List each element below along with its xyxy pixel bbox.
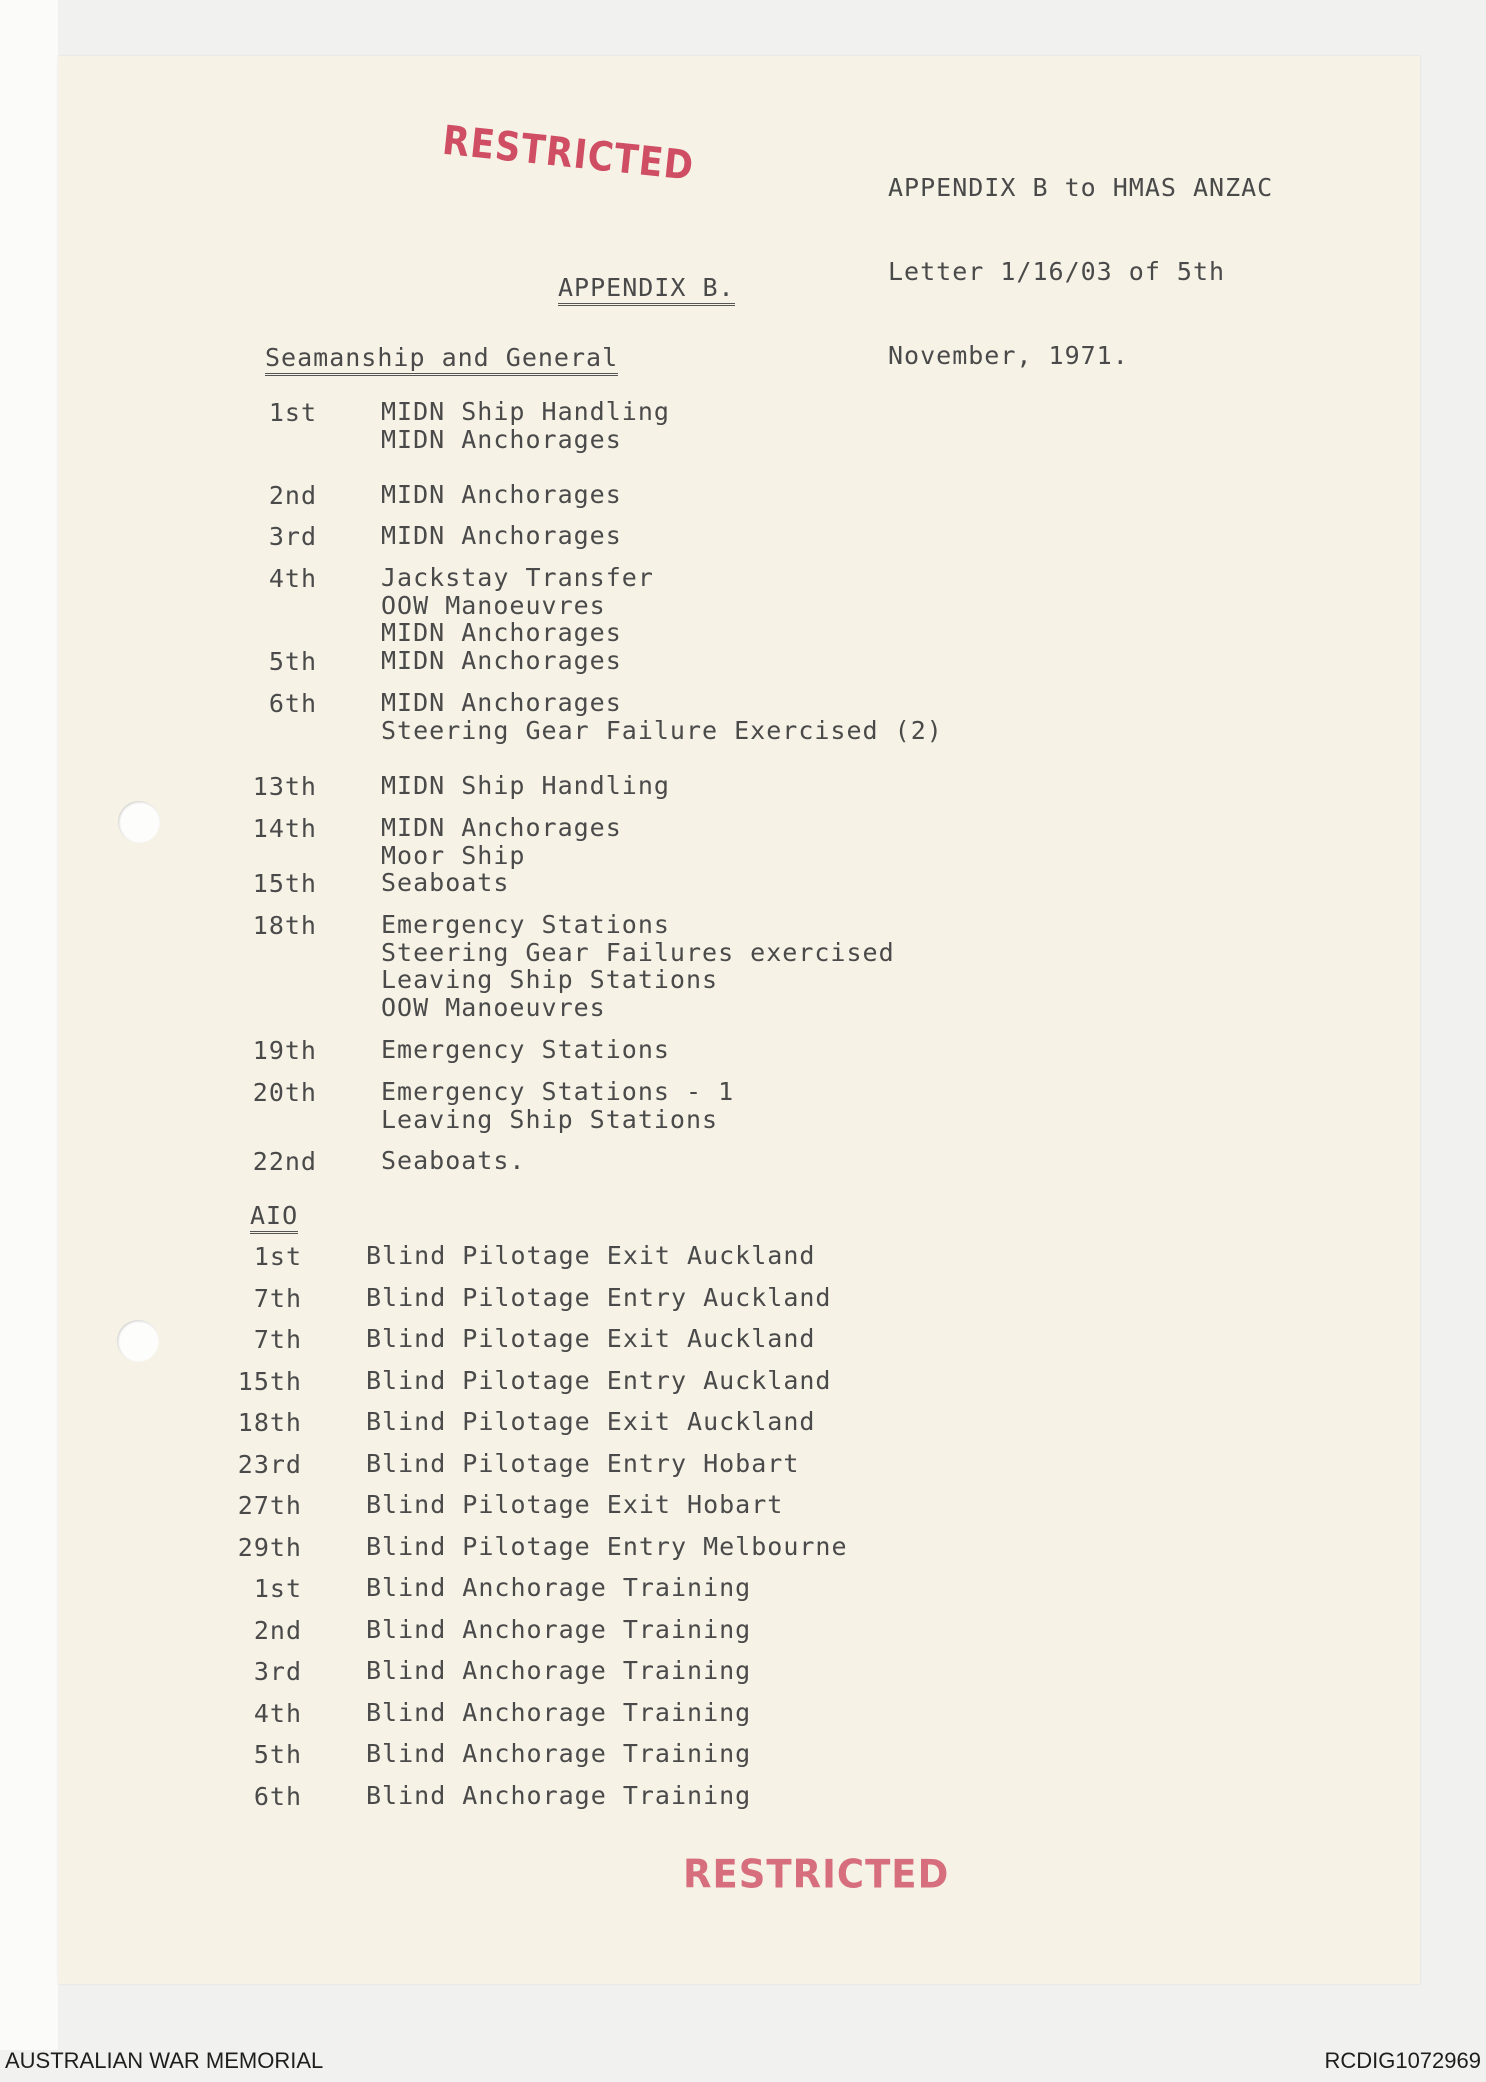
entry-activity: Moor Ship: [381, 840, 526, 870]
entry-activity: OOW Manoeuvres: [381, 992, 606, 1022]
entry-activities: [381, 481, 622, 509]
entry-activity: Seaboats.: [381, 1146, 526, 1175]
footer-catalog-id: RCDIG1072969: [1324, 2048, 1481, 2073]
footer-institution: AUSTRALIAN WAR MEMORIAL: [5, 2048, 324, 2073]
entry-day: 19th: [252, 1036, 317, 1065]
entry-day: 1st: [268, 398, 317, 427]
entry-activity: Blind Pilotage Entry Hobart: [366, 1448, 800, 1478]
entry-day: 14th: [252, 814, 317, 843]
punch-hole: [118, 801, 160, 843]
entry-activity: Blind Anchorage Training: [366, 1614, 752, 1644]
entry-day: 3rd: [253, 1657, 302, 1686]
entry-activity: MIDN Ship Handling: [381, 397, 670, 426]
scan-margin: [0, 0, 58, 2050]
entry-activity: Leaving Ship Stations: [381, 1104, 719, 1134]
entry-activity: Blind Pilotage Entry Auckland: [366, 1282, 832, 1312]
entry-day: 4th: [268, 564, 317, 593]
entry-activities: [381, 1036, 670, 1064]
entry-day: 15th: [237, 1366, 302, 1396]
entry-activity: Steering Gear Failure Exercised (2): [381, 715, 943, 745]
entry-activities: [381, 814, 622, 869]
entry-day: 23rd: [237, 1449, 302, 1479]
reference-line: November, 1971.: [888, 341, 1129, 370]
entry-activity: Steering Gear Failures exercised: [381, 937, 895, 967]
entry-activity: MIDN Anchorages: [381, 480, 622, 509]
section-title-aio: AIO: [250, 1201, 298, 1234]
entry-activity: MIDN Ship Handling: [381, 771, 670, 800]
entry-activities: [381, 398, 670, 453]
entry-activity: Blind Anchorage Training: [366, 1573, 752, 1602]
entry-day: 7th: [253, 1325, 302, 1354]
reference-block: [888, 118, 1273, 398]
entry-day: 6th: [253, 1781, 302, 1811]
reference-line: APPENDIX B to HMAS ANZAC: [888, 173, 1274, 202]
entry-activities: [381, 647, 622, 675]
entry-day: 6th: [268, 689, 317, 718]
entry-day: 13th: [252, 772, 317, 801]
entry-activity: MIDN Anchorages: [381, 521, 622, 550]
entry-activities: [381, 1147, 525, 1175]
entry-day: 7th: [253, 1283, 302, 1313]
entry-activities: [381, 689, 943, 744]
entry-day: 2nd: [253, 1615, 302, 1645]
entry-day: 1st: [253, 1574, 302, 1603]
restricted-stamp-top: RESTRICTED: [440, 118, 697, 191]
entry-activity: Blind Pilotage Exit Auckland: [366, 1241, 816, 1270]
appendix-heading: APPENDIX B.: [558, 273, 735, 306]
entry-day: 27th: [237, 1491, 302, 1520]
entry-day: 18th: [237, 1408, 302, 1437]
entry-day: 15th: [252, 869, 317, 898]
entry-activity: MIDN Anchorages: [381, 813, 622, 842]
entry-activity: Blind Anchorage Training: [366, 1697, 752, 1727]
entry-activity: OOW Manoeuvres: [381, 590, 606, 620]
entry-activity: Emergency Stations: [381, 910, 670, 939]
entry-day: 4th: [253, 1698, 302, 1728]
entry-activity: Blind Pilotage Exit Auckland: [366, 1407, 816, 1436]
entry-activity: Jackstay Transfer: [381, 563, 654, 592]
entry-activity: Seaboats: [381, 868, 510, 897]
entry-day: 3rd: [268, 522, 317, 551]
entry-activities: [381, 1078, 734, 1133]
entry-activities: [381, 869, 509, 897]
entry-day: 5th: [253, 1740, 302, 1769]
entry-activity: Blind Anchorage Training: [366, 1656, 752, 1685]
entry-activity: Blind Pilotage Entry Auckland: [366, 1365, 832, 1395]
entry-day: 20th: [252, 1078, 317, 1107]
entry-day: 2nd: [268, 481, 317, 510]
entry-activity: MIDN Anchorages: [381, 618, 622, 647]
entry-activity: Emergency Stations - 1: [381, 1077, 735, 1106]
reference-line: Letter 1/16/03 of 5th: [888, 257, 1226, 286]
entry-day: 22nd: [252, 1147, 317, 1176]
section-title-seamanship: Seamanship and General: [265, 343, 618, 376]
entry-day: 18th: [252, 911, 317, 940]
entry-activity: Blind Pilotage Exit Hobart: [366, 1490, 784, 1519]
entry-activity: MIDN Anchorages: [381, 688, 622, 717]
entry-activities: [381, 911, 895, 1021]
entry-activity: Blind Pilotage Exit Auckland: [366, 1324, 816, 1353]
entry-activity: MIDN Anchorages: [381, 646, 622, 675]
entry-activity: Blind Anchorage Training: [366, 1739, 752, 1768]
entry-activities: [381, 522, 622, 550]
entry-day: 5th: [268, 647, 317, 676]
entry-day: 29th: [237, 1532, 302, 1562]
punch-hole: [117, 1320, 159, 1362]
entry-activities: [381, 772, 670, 800]
entry-activity: Blind Anchorage Training: [366, 1780, 752, 1810]
restricted-stamp-bottom: RESTRICTED: [683, 1851, 950, 1898]
entry-activity: Emergency Stations: [381, 1035, 670, 1064]
entry-day: 1st: [253, 1242, 302, 1271]
entry-activities: [381, 564, 654, 647]
entry-activity: Blind Pilotage Entry Melbourne: [366, 1531, 848, 1561]
entry-activity: MIDN Anchorages: [381, 424, 622, 454]
entry-activity: Leaving Ship Stations: [381, 965, 719, 994]
